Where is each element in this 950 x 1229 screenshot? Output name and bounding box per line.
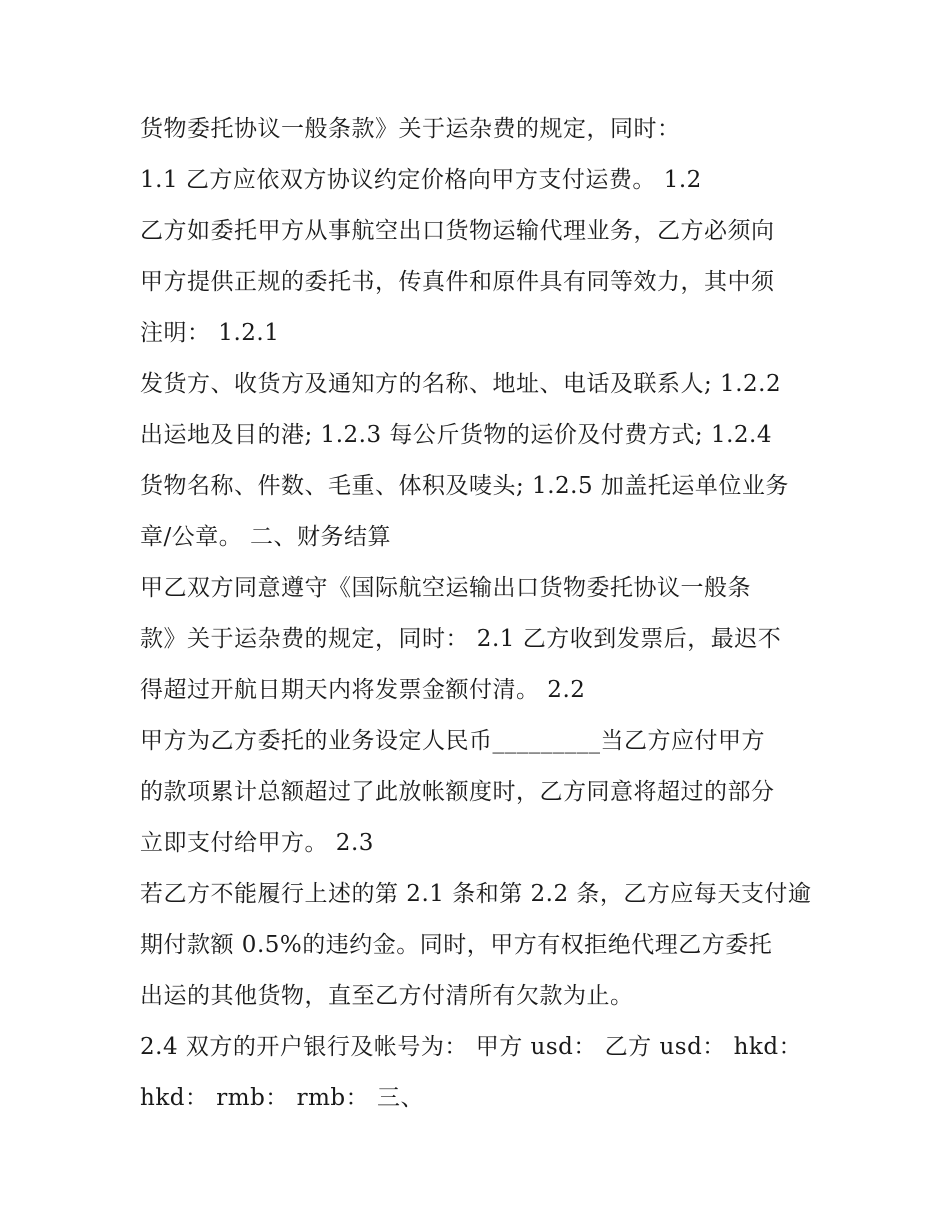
text-line: 注明： 1.2.1	[140, 320, 280, 346]
text-line: 货物名称、件数、毛重、体积及唛头; 1.2.5 加盖托运单位业务	[140, 473, 789, 499]
text-line: 立即支付给甲方。 2.3	[140, 830, 374, 856]
text-line: 甲方提供正规的委托书，传真件和原件具有同等效力，其中须	[140, 269, 775, 295]
text-line: 的款项累计总额超过了此放帐额度时，乙方同意将超过的部分	[140, 779, 775, 805]
document-body	[140, 104, 820, 1124]
text-line: 得超过开航日期天内将发票金额付清。 2.2	[140, 677, 586, 703]
text-line: 出运地及目的港; 1.2.3 每公斤货物的运价及付费方式; 1.2.4	[140, 422, 772, 448]
text-line: 甲方为乙方委托的业务设定人民币_________当乙方应付甲方	[140, 728, 765, 754]
text-line: 乙方如委托甲方从事航空出口货物运输代理业务，乙方必须向	[140, 218, 775, 244]
text-line: 货物委托协议一般条款》关于运杂费的规定，同时：	[140, 116, 681, 142]
text-line: 出运的其他货物，直至乙方付清所有欠款为止。	[140, 983, 634, 1009]
text-line: 期付款额 0.5%的违约金。同时，甲方有权拒绝代理乙方委托	[140, 932, 773, 958]
text-line: 若乙方不能履行上述的第 2.1 条和第 2.2 条，乙方应每天支付逾	[140, 881, 812, 907]
text-line: hkd： rmb： rmb： 三、	[140, 1085, 424, 1111]
text-line: 甲乙双方同意遵守《国际航空运输出口货物委托协议一般条	[140, 575, 751, 601]
text-line: 章/公章。 二、财务结算	[140, 524, 392, 550]
text-line: 1.1 乙方应依双方协议约定价格向甲方支付运费。 1.2	[140, 167, 702, 193]
text-line: 款》关于运杂费的规定，同时： 2.1 乙方收到发票后，最迟不	[140, 626, 782, 652]
text-line: 发货方、收货方及通知方的名称、地址、电话及联系人; 1.2.2	[140, 371, 782, 397]
text-line: 2.4 双方的开户银行及帐号为： 甲方 usd： 乙方 usd： hkd：	[140, 1034, 803, 1060]
